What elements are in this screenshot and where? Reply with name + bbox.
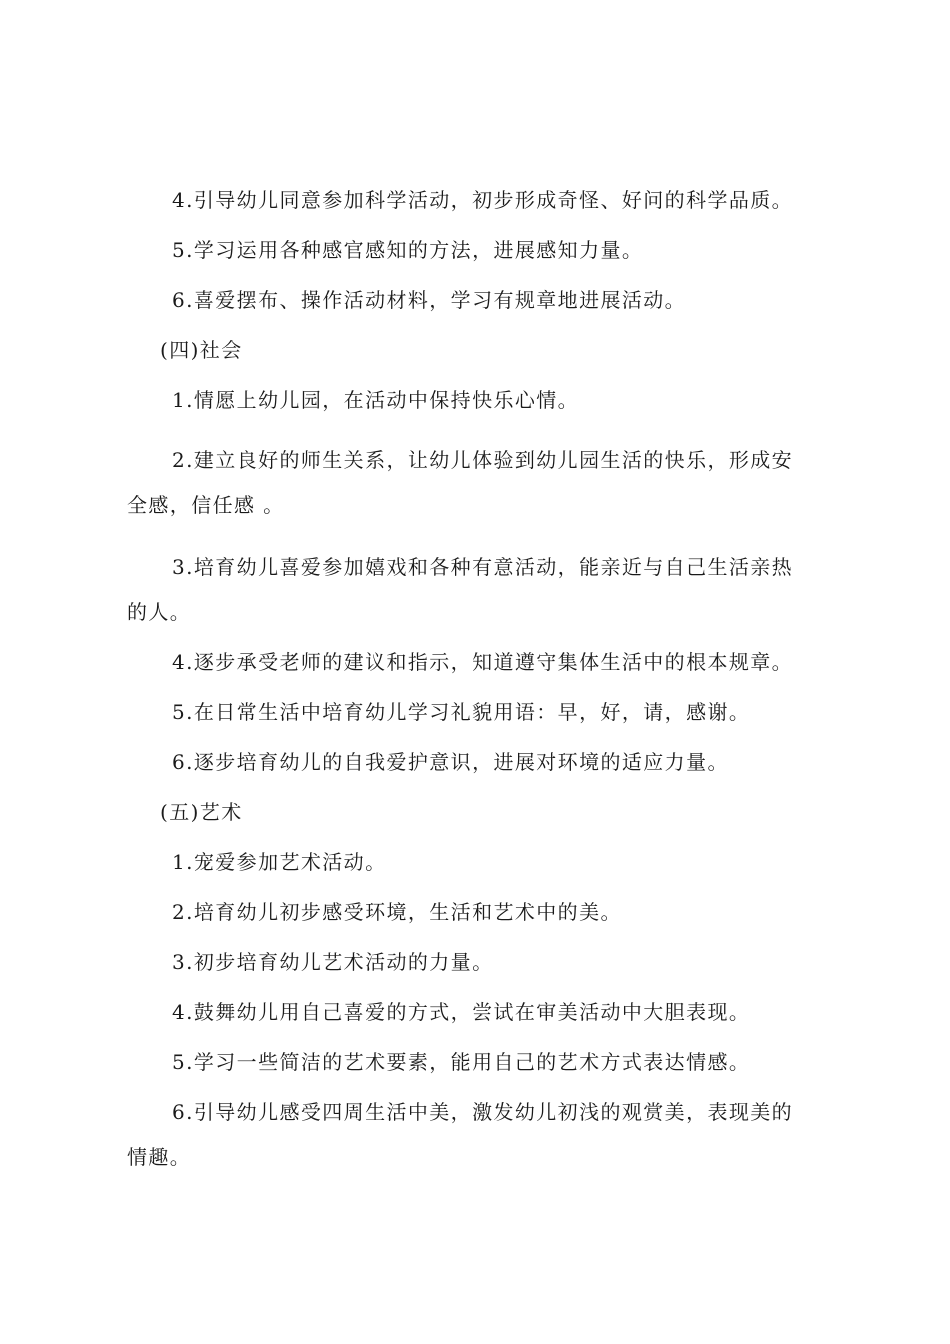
paragraph-social-2-continued: 全感，信任感 。 [127,493,285,517]
document-body [127,190,833,1167]
section-heading-social: (四)社会 [160,338,243,362]
paragraph-science-4: 4.引导幼儿同意参加科学活动，初步形成奇怪、好问的科学品质。 [172,188,794,212]
paragraph-art-1: 1.宠爱参加艺术活动。 [172,850,387,874]
paragraph-art-2: 2.培育幼儿初步感受环境，生活和艺术中的美。 [172,900,622,924]
paragraph-art-3: 3.初步培育幼儿艺术活动的力量。 [172,950,494,974]
paragraph-social-6: 6.逐步培育幼儿的自我爱护意识，进展对环境的适应力量。 [172,750,729,774]
paragraph-art-6: 6.引导幼儿感受四周生活中美，激发幼儿初浅的观赏美，表现美的 [172,1100,794,1124]
paragraph-social-3: 3.培育幼儿喜爱参加嬉戏和各种有意活动，能亲近与自己生活亲热 [172,555,794,579]
paragraph-science-5: 5.学习运用各种感官感知的方法，进展感知力量。 [172,238,644,262]
paragraph-social-1: 1.情愿上幼儿园，在活动中保持快乐心情。 [172,388,580,412]
paragraph-social-5: 5.在日常生活中培育幼儿学习礼貌用语：早，好，请，感谢。 [172,700,751,724]
paragraph-social-4: 4.逐步承受老师的建议和指示，知道遵守集体生活中的根本规章。 [172,650,794,674]
section-heading-art: (五)艺术 [160,800,243,824]
paragraph-science-6: 6.喜爱摆布、操作活动材料，学习有规章地进展活动。 [172,288,687,312]
paragraph-art-5: 5.学习一些简洁的艺术要素，能用自己的艺术方式表达情感。 [172,1050,751,1074]
paragraph-social-2: 2.建立良好的师生关系，让幼儿体验到幼儿园生活的快乐，形成安 [172,448,794,472]
paragraph-art-4: 4.鼓舞幼儿用自己喜爱的方式，尝试在审美活动中大胆表现。 [172,1000,751,1024]
paragraph-social-3-continued: 的人。 [127,600,192,624]
paragraph-art-6-continued: 情趣。 [127,1145,192,1169]
